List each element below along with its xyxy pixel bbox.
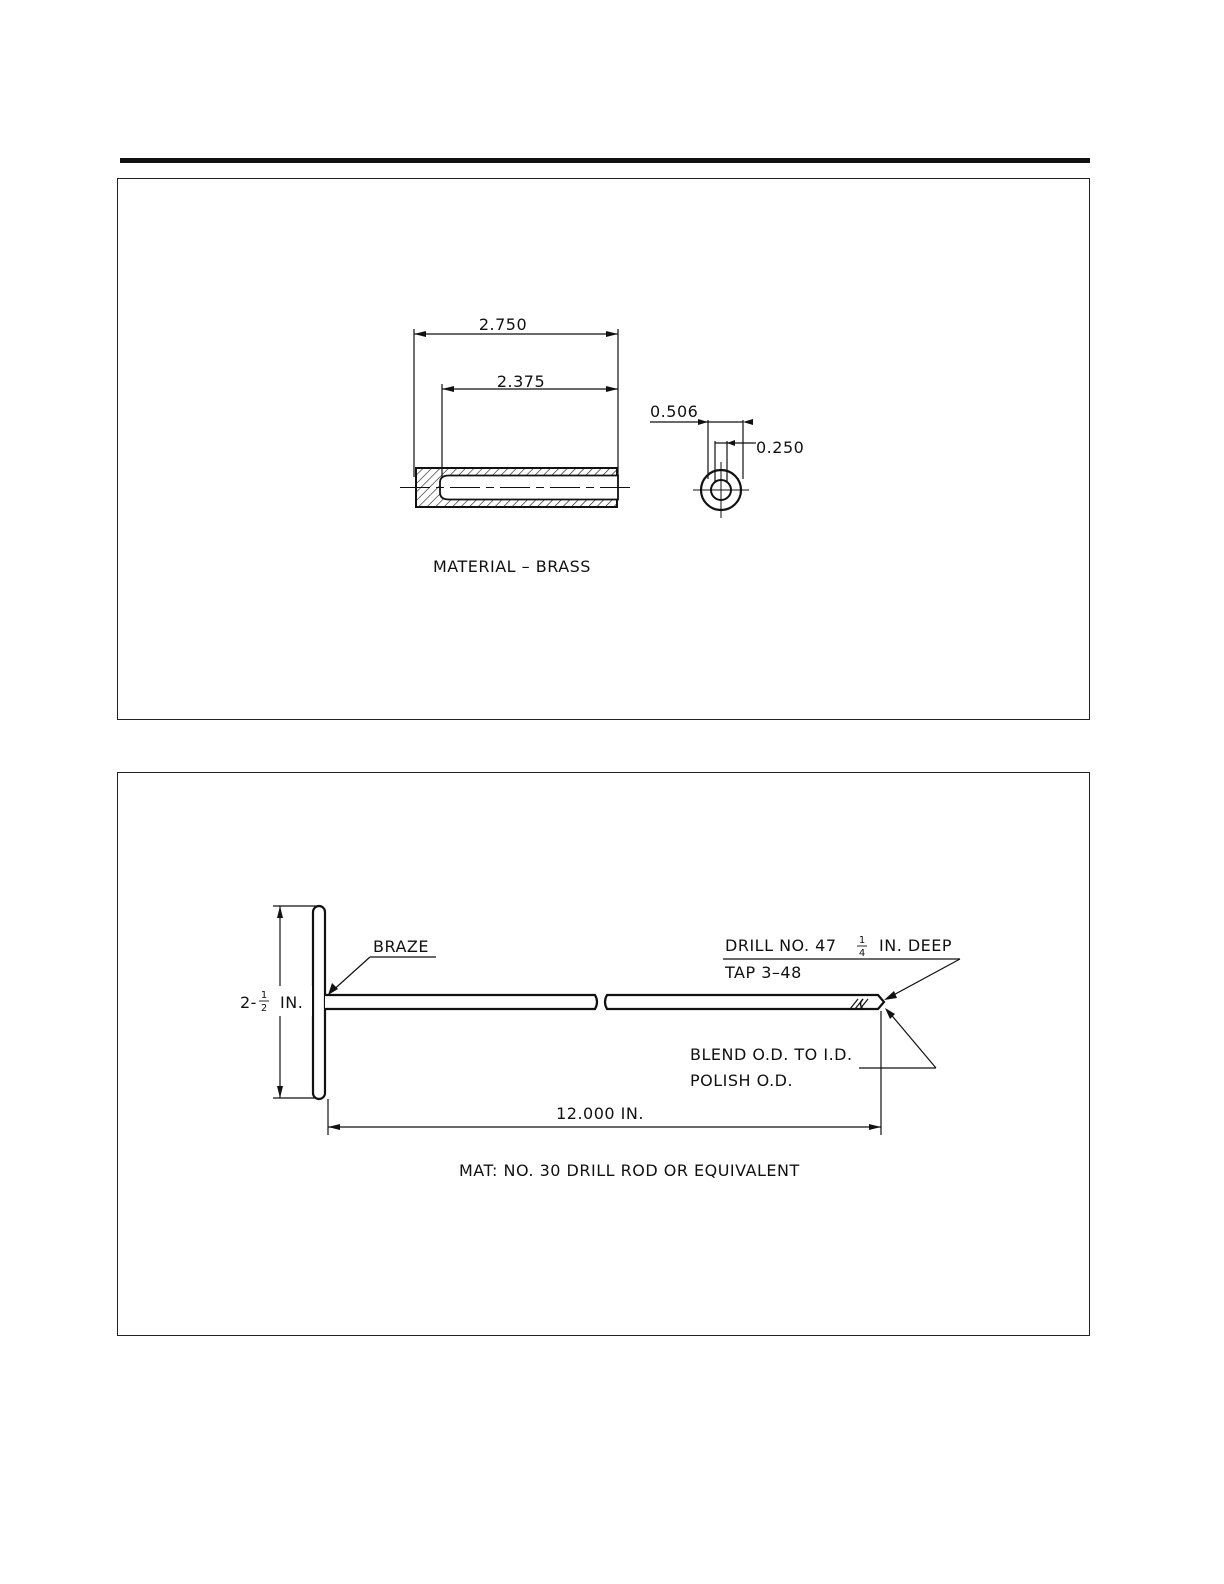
dim-id-label: 0.250	[756, 438, 805, 457]
blend-leader	[888, 1011, 936, 1068]
dim-height-frac-num: 1	[260, 990, 268, 1001]
drill-note-suffix: IN. DEEP	[879, 936, 953, 955]
drill-leader	[888, 959, 960, 998]
arrowhead	[698, 419, 708, 425]
dim-overall-label: 2.750	[478, 315, 528, 334]
dim-height-unit: IN.	[280, 993, 304, 1012]
polish-note: POLISH O.D.	[690, 1071, 794, 1090]
arrowhead	[414, 331, 426, 337]
arrowhead	[869, 1124, 881, 1130]
drill-frac-den: 4	[858, 948, 866, 959]
sleeve-section-view	[400, 468, 632, 507]
sleeve-end-view	[693, 462, 749, 518]
rod-right-segment	[605, 995, 884, 1009]
arrowhead	[328, 983, 338, 995]
braze-label: BRAZE	[373, 937, 429, 956]
material-note: MAT: NO. 30 DRILL ROD OR EQUIVALENT	[459, 1161, 800, 1180]
drill-frac-num: 1	[858, 935, 866, 946]
t-handle-crossbar	[313, 906, 325, 1099]
arrowhead	[277, 1086, 283, 1098]
dim-bore-depth-label: 2.375	[496, 372, 546, 391]
arrowhead	[442, 386, 454, 392]
material-note: MATERIAL – BRASS	[433, 557, 591, 576]
arrowhead	[606, 331, 618, 337]
arrowhead	[606, 386, 618, 392]
header-rule	[120, 158, 1090, 163]
blend-note: BLEND O.D. TO I.D.	[690, 1045, 853, 1064]
dim-height-frac-den: 2	[260, 1003, 268, 1014]
brass-sleeve-drawing	[118, 179, 1091, 721]
tap-note: TAP 3–48	[725, 963, 802, 982]
arrowhead	[277, 906, 283, 918]
dim-length-label: 12.000 IN.	[556, 1104, 644, 1123]
figure-t-handle-rod-panel	[117, 772, 1090, 1336]
arrowhead	[328, 1124, 340, 1130]
arrowhead	[743, 419, 753, 425]
arrowhead	[884, 991, 897, 1000]
t-handle-rod-drawing	[118, 773, 1091, 1337]
dim-od-label: 0.506	[650, 402, 699, 421]
drill-note-prefix: DRILL NO. 47	[725, 936, 837, 955]
rod-left-segment	[325, 995, 597, 1009]
dim-height-prefix: 2-	[240, 993, 257, 1012]
arrowhead	[727, 440, 735, 446]
figure-brass-sleeve-panel	[117, 178, 1090, 720]
